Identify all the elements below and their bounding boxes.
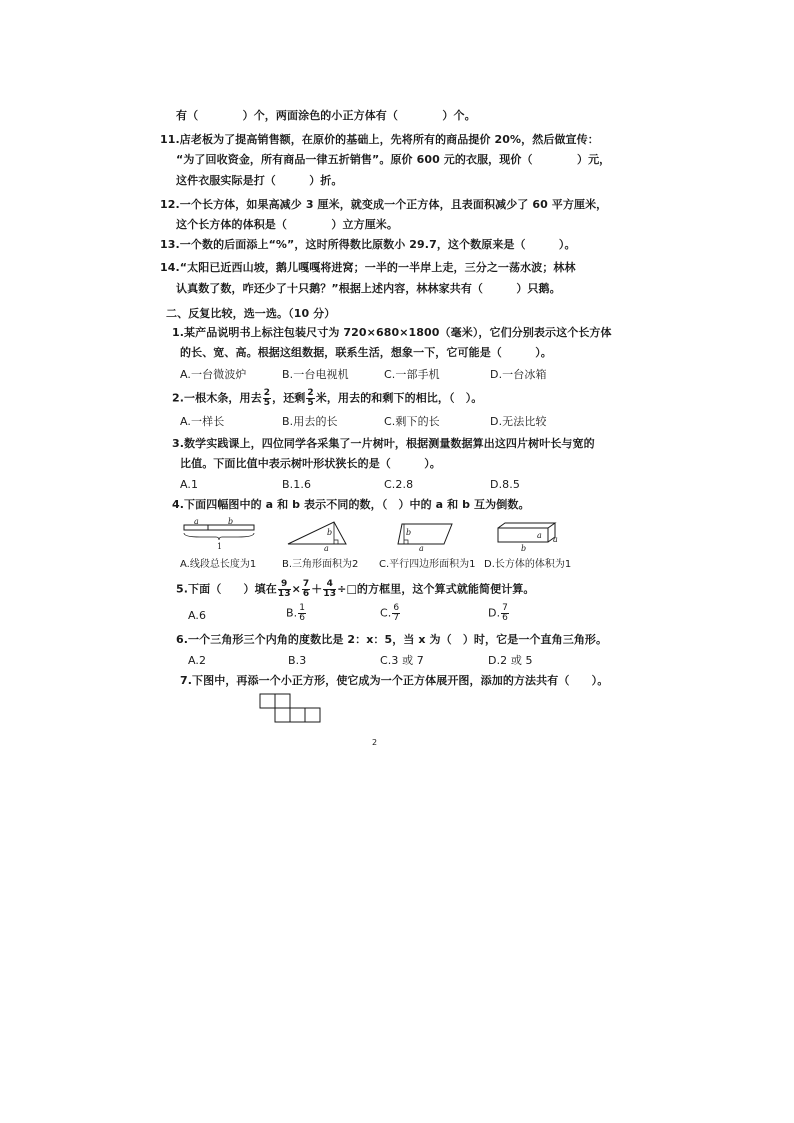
q13-line: 13.一个数的后面添上“%”，这时所得数比原数小 29.7，这个数原来是（ ）。 (160, 238, 576, 251)
choice-q5-option-a: A.6 (188, 609, 207, 622)
choice-q5-text-1: 5.下面（ ）填在 (176, 582, 277, 596)
choice-q1-option-a: A.一台微波炉 (180, 368, 247, 381)
option-c-fraction: $\frac{6}{7}$ (393, 603, 400, 623)
choice-q2-line (172, 389, 482, 408)
choice-q5-line (176, 580, 535, 599)
choice-q5-option-b: B. $\frac{1}{6}$ (286, 603, 306, 623)
segment-label-b: b (228, 517, 234, 526)
cube-net-figure (258, 692, 324, 726)
choice-q6-option-c: C.3 或 7 (380, 654, 424, 667)
q11-line2: “为了回收资金，所有商品一律五折销售”。原价 600 元的衣服，现价（ ）元， (176, 153, 611, 166)
choice-q4-line: 4.下面四幅图中的 a 和 b 表示不同的数，（ ）中的 a 和 b 互为倒数。 (172, 498, 530, 511)
cuboid-label-a-side: a (553, 535, 558, 544)
parallelogram-right-angle-mark (404, 540, 408, 544)
choice-q1-option-b: B.一台电视机 (282, 368, 349, 381)
cuboid-top-face (498, 523, 555, 528)
parallelogram-figure (392, 518, 462, 552)
choice-q7-line: 7.下图中，再添一个小正方形，使它成为一个正方体展开图，添加的方法共有（ ）。 (180, 674, 609, 687)
option-d-fraction: $\frac{7}{6}$ (502, 603, 508, 623)
net-square-top-middle (275, 694, 290, 708)
segment-brace (184, 533, 254, 540)
plus-sign: ＋ (311, 582, 323, 596)
option-b-fraction: $\frac{1}{6}$ (299, 603, 306, 623)
triangle-label-a: a (324, 544, 329, 552)
net-square-bottom-3 (305, 708, 320, 722)
q14-line2: 认真数了数，咋还少了十只鹅？”根据上述内容，林林家共有（ ）只鹅。 (176, 282, 561, 295)
choice-q6-option-b: B.3 (288, 654, 307, 667)
net-square-bottom-2 (290, 708, 305, 722)
triangle-label-b: b (327, 528, 333, 537)
page-number: 2 (372, 738, 378, 747)
figure-caption-a: A.线段总长度为1 (180, 559, 257, 570)
choice-q3-option-c: C.2.8 (384, 478, 414, 491)
choice-q2-option-b: B.用去的长 (282, 415, 338, 428)
triangle-figure (284, 518, 354, 552)
figure-caption-c: C.平行四边形面积为1 (379, 559, 476, 570)
triangle-right-angle-mark (334, 540, 338, 544)
q14-line1: 14.“太阳已近西山坡，鹅儿嘎嘎将进窝；一半的一半岸上走，三分之一荡水波；林林 (160, 261, 576, 274)
figure-caption-d: D.长方体的体积为1 (484, 559, 572, 570)
q11-line1: 11.店老板为了提高销售额，在原价的基础上，先将所有的商品提价 20%，然后做宣传： (160, 133, 599, 146)
choice-q2-option-d: D.无法比较 (490, 415, 547, 428)
choice-q6-line: 6.一个三角形三个内角的度数比是 2：x：5，当 x 为（ ）时，它是一个直角三角形。 (176, 633, 608, 646)
choice-q3-option-d: D.8.5 (490, 478, 520, 491)
segment-figure (180, 517, 260, 551)
net-square-bottom-1 (275, 708, 290, 722)
cuboid-figure (495, 518, 561, 552)
choice-q1-line2: 的长、宽、高。根据这组数据，联系生活，想象一下，它可能是（ ）。 (180, 346, 552, 359)
cuboid-label-b: b (521, 544, 527, 552)
fraction-two-fifths-meter: $\frac{2}{5}$ (307, 388, 314, 408)
figure-caption-b: B.三角形面积为2 (282, 559, 359, 570)
q12-line2: 这个长方体的体积是（ ）立方厘米。 (176, 218, 398, 231)
net-square-top-left (260, 694, 275, 708)
choice-q2-text-2: ，还剩 (272, 391, 306, 405)
fraction-two-fifths: $\frac{2}{5}$ (263, 388, 271, 408)
fraction-nine-thirteenths: $\frac{9}{13}$ (277, 579, 291, 599)
choice-q3-option-b: B.1.6 (282, 478, 312, 491)
parallelogram-label-a: a (419, 544, 424, 552)
parallelogram-label-b: b (406, 528, 412, 537)
triangle-shape (288, 522, 346, 544)
choice-q5-text-2: ÷□的方框里，这个算式就能简便计算。 (337, 582, 535, 596)
q12-line1: 12.一个长方体，如果高减少 3 厘米，就变成一个正方体，且表面积减少了 60 平方厘米， (160, 198, 608, 211)
section-two-heading: 二、反复比较，选一选。（10 分） (166, 307, 336, 320)
segment-label-one: 1 (217, 542, 223, 551)
choice-q3-line1: 3.数学实践课上，四位同学各采集了一片树叶，根据测量数据算出这四片树叶长与宽的 (172, 437, 595, 450)
times-sign: × (291, 582, 301, 596)
choice-q6-option-d: D.2 或 5 (488, 654, 533, 667)
choice-q2-option-a: A.一样长 (180, 415, 225, 428)
choice-q5-option-d: D. $\frac{7}{6}$ (488, 603, 508, 623)
choice-q1-option-d: D.一台冰箱 (490, 368, 547, 381)
choice-q1-option-c: C.一部手机 (384, 368, 440, 381)
choice-q1-line1: 1.某产品说明书上标注包装尺寸为 720×680×1800（毫米），它们分别表示这个长方体 (172, 326, 612, 339)
choice-q2-text-3: 米，用去的和剩下的相比，（ ）。 (315, 391, 483, 405)
choice-q3-line2: 比值。下面比值中表示树叶形状狭长的是（ ）。 (180, 457, 441, 470)
choice-q5-option-c: C. $\frac{6}{7}$ (380, 603, 400, 623)
fraction-four-thirteenths: $\frac{4}{13}$ (323, 579, 337, 599)
choice-q2-text-1: 2.一根木条，用去 (172, 391, 262, 405)
choice-q6-option-a: A.2 (188, 654, 207, 667)
choice-q2-option-c: C.剩下的长 (384, 415, 440, 428)
cuboid-label-a-front: a (537, 531, 542, 540)
q10-tail: 有（ ）个，两面涂色的小正方体有（ ）个。 (176, 109, 476, 122)
segment-label-a: a (194, 517, 199, 526)
q11-line3: 这件衣服实际是打（ ）折。 (176, 174, 343, 187)
fraction-seven-sixths: $\frac{7}{6}$ (302, 579, 310, 599)
choice-q3-option-a: A.1 (180, 478, 199, 491)
